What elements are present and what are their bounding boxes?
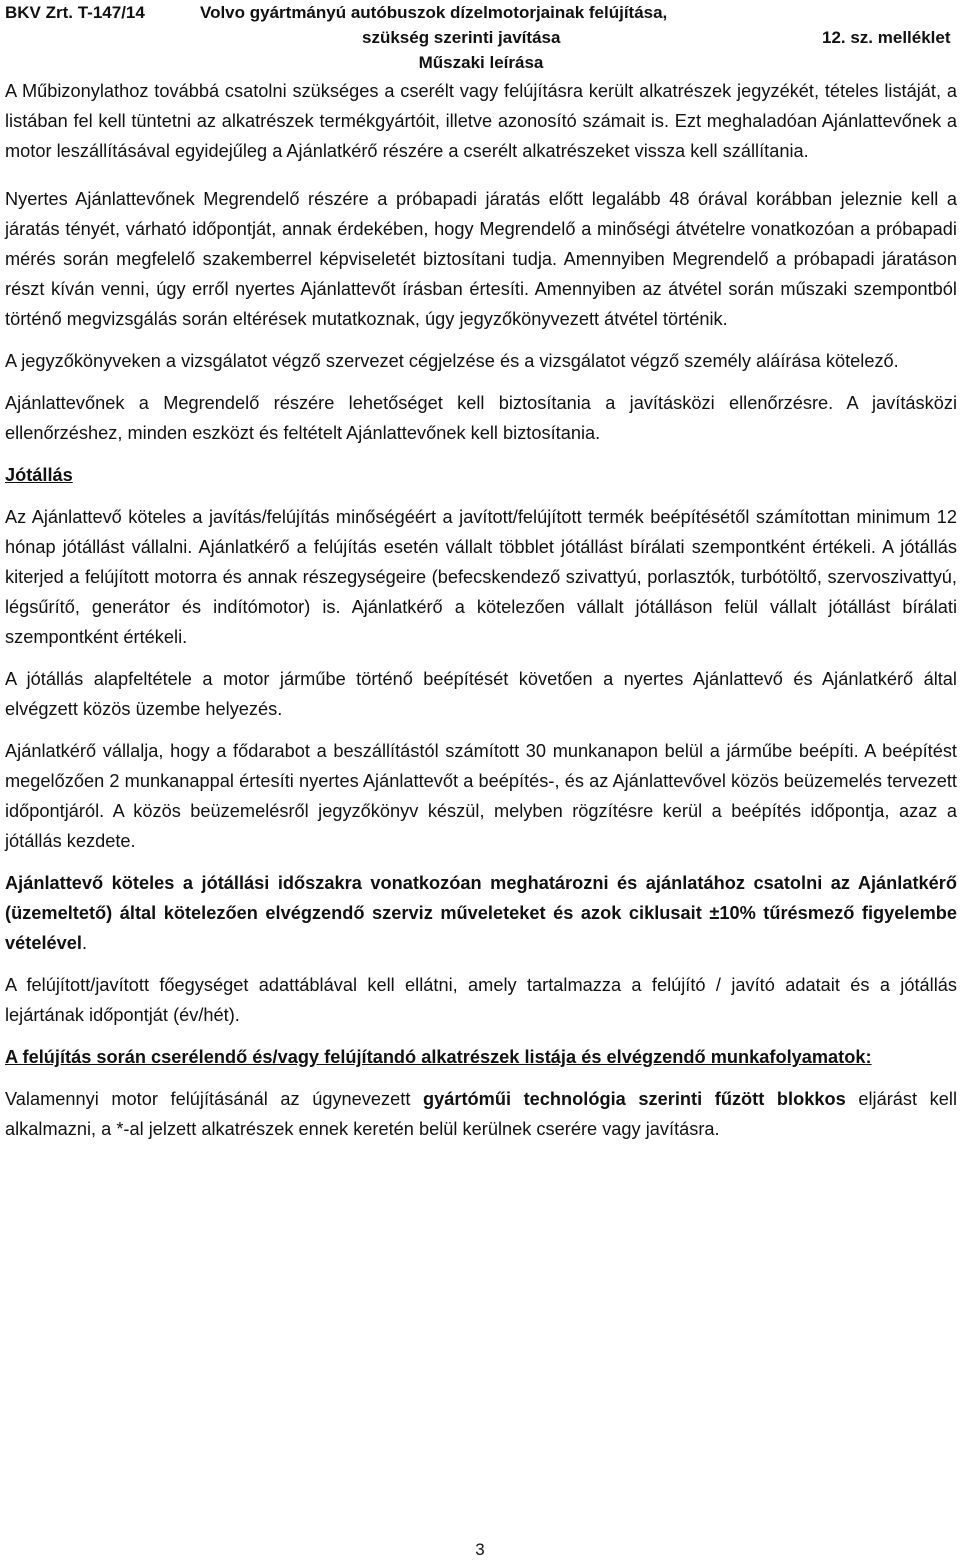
annex-label: 12. sz. melléklet <box>822 28 951 47</box>
paragraph-1: A Műbizonylathoz továbbá csatolni szükséges a cserélt vagy felújításra került alkatrészek jegyzékét, tételes listáját, a listában fel kell tüntetni az alkatrészek termékgyártóit, illetve azonosító számait is. Ezt meghaladóan Ajánlattevőnek a motor leszállításával egyidejűleg a Ajánlatkérő részére a cserélt alkatrészeket vissza kell szállítania. <box>5 81 957 161</box>
page-number: 3 <box>475 1540 485 1559</box>
paragraph-8-end: . <box>81 933 88 953</box>
paragraph-10 <box>5 1084 957 1144</box>
paragraph-3: A jegyzőkönyveken a vizsgálatot végző szervezet cégjelzése és a vizsgálatot végző személy aláírása kötelező. <box>5 351 899 371</box>
paragraph-10-bold: gyártóműi technológia szerinti fűzött blokkos <box>423 1089 846 1109</box>
heading-warranty: Jótállás <box>5 465 73 485</box>
paragraph-5: Az Ajánlattevő köteles a javítás/felújítás minőségéért a javított/felújított termék beépítésétől számítottan minimum 12 hónap jótállást vállalni. Ajánlatkérő a felújítás esetén vállalt többlet jótállást bírálati szempontként értékeli. A jótállás kiterjed a felújított motorra és annak részegységeire (befecskendező szivattyú, porlasztók, turbótöltő, szervoszivattyú, légsűrítő, generátor és indítómotor) is. Ajánlatkérő a kötelezően vállalt jótálláson felül vállalt jótállást bírálati szempontként értékeli. <box>5 507 957 647</box>
paragraph-7: Ajánlatkérő vállalja, hogy a fődarabot a beszállítástól számított 30 munkanapon belül a járműbe beépíti. A beépítést megelőzően 2 munkanappal értesíti nyertes Ajánlattevőt a beépítés-, és az Ajánlattevővel közös beüzemelés tervezett időpontjáról. A közös beüzemelésről jegyzőkönyv készül, melyben rögzítésre kerül a beépítés időpontja, azaz a jótállás kezdete. <box>5 741 957 851</box>
document-page <box>5 0 957 1144</box>
company-ref: BKV Zrt. T-147/14 <box>5 3 145 22</box>
header-title-line1: Volvo gyártmányú autóbuszok dízelmotorjainak felújítása, <box>200 3 668 22</box>
header-title-line2: szükség szerinti javítása <box>362 28 561 47</box>
header-line-1 <box>5 0 957 25</box>
paragraph-8 <box>5 868 957 958</box>
paragraph-8-bold: Ajánlattevő köteles a jótállási időszakra vonatkozóan meghatározni és ajánlatához csatolni az Ajánlatkérő (üzemeltető) által kötelezően elvégzendő szerviz műveleteket és azok ciklusait ±10% tűrésmező figyelembe vételével <box>5 873 957 953</box>
paragraph-10-start: Valamennyi motor felújításánál az úgynevezett <box>5 1089 423 1109</box>
paragraph-2: Nyertes Ajánlattevőnek Megrendelő részére a próbapadi járatás előtt legalább 48 órával korábban jeleznie kell a járatás tényét, várható időpontját, annak érdekében, hogy Megrendelő a minőségi átvételre vonatkozóan a próbapadi mérés során megfelelő szakemberrel képviseletét biztosítani tudja. Amennyiben Megrendelő a próbapadi járatáson részt kíván venni, úgy erről nyertes Ajánlattevőt írásban értesíti. Amennyiben az átvétel során műszaki szempontból történő megvizsgálás során eltérések mutatkoznak, úgy jegyzőkönyvezett átvétel történik. <box>5 189 957 329</box>
document-type: Műszaki leírása <box>418 53 544 72</box>
paragraph-4: Ajánlattevőnek a Megrendelő részére lehetőséget kell biztosítania a javításközi ellenőrzésre. A javításközi ellenőrzéshez, minden eszközt és feltételt Ajánlattevőnek kell biztosítania. <box>5 393 957 443</box>
paragraph-9: A felújított/javított főegységet adattáblával kell ellátni, amely tartalmazza a felújító / javító adatait és a jótállás lejártának időpontját (év/hét). <box>5 975 957 1025</box>
header-line-2 <box>5 25 957 50</box>
paragraph-10-end: eljárást kell alkalmazni, a *-al jelzett alkatrészek ennek keretén belül kerülnek cserére vagy javításra. <box>5 1089 957 1139</box>
paragraph-6: A jótállás alapfeltétele a motor járműbe történő beépítését követően a nyertes Ajánlattevő és Ajánlatkérő által elvégzett közös üzembe helyezés. <box>5 669 957 719</box>
heading-parts-list: A felújítás során cserélendő és/vagy felújítandó alkatrészek listája és elvégzendő munkafolyamatok: <box>5 1047 872 1067</box>
